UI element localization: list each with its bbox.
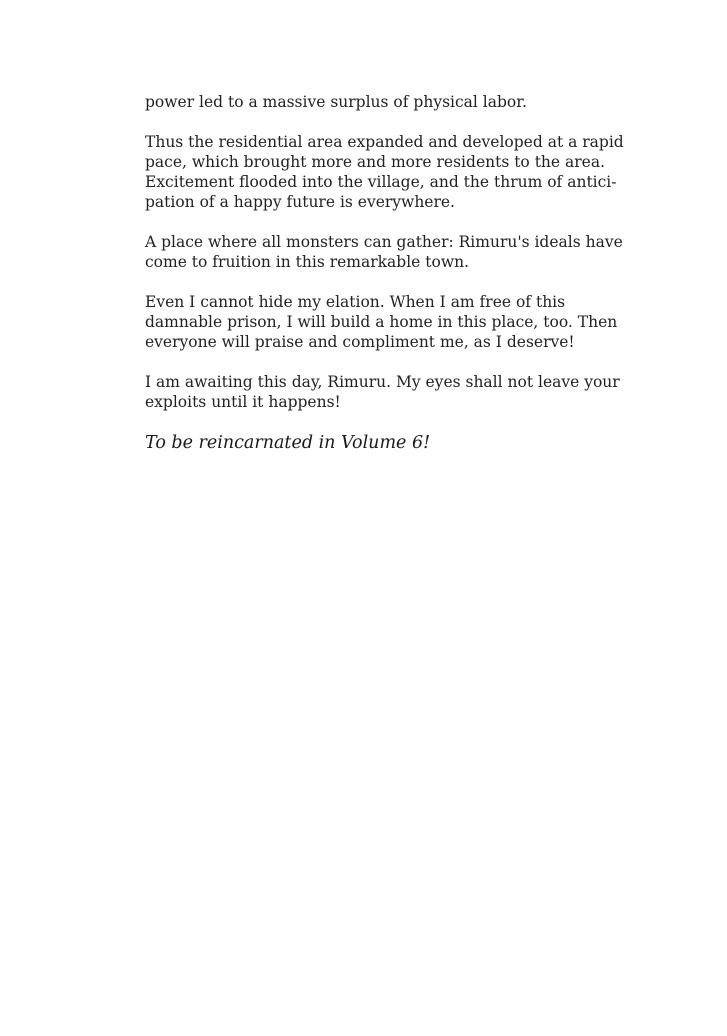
paragraph-line: everyone will praise and compliment me, as I deserve! [145, 333, 575, 351]
paragraph-line: I am awaiting this day, Rimuru. My eyes shall not leave your [145, 373, 620, 391]
paragraph-2 [145, 132, 624, 212]
paragraph-line: exploits until it happens! [145, 393, 341, 411]
paragraph-line: Excitement flooded into the village, and the thrum of antici- [145, 173, 617, 191]
paragraph-4 [145, 292, 618, 352]
paragraph-line: damnable prison, I will build a home in this place, too. Then [145, 313, 618, 331]
paragraph-3 [145, 232, 623, 272]
paragraph-line: pation of a happy future is everywhere. [145, 193, 455, 211]
body-text [145, 92, 624, 454]
paragraph-1 [145, 92, 585, 112]
closing-line: To be reincarnated in Volume 6! [145, 433, 431, 453]
paragraph-5 [145, 372, 620, 412]
paragraph-line: Thus the residential area expanded and developed at a rapid [145, 133, 624, 151]
paragraph-line: Even I cannot hide my elation. When I am free of this [145, 293, 566, 311]
paragraph-line: come to fruition in this remarkable town. [145, 253, 470, 271]
paragraph-line: power led to a massive surplus of physical labor. [145, 93, 527, 111]
paragraph-line: pace, which brought more and more residents to the area. [145, 153, 605, 171]
paragraph-line: A place where all monsters can gather: Rimuru's ideals have [145, 233, 623, 251]
